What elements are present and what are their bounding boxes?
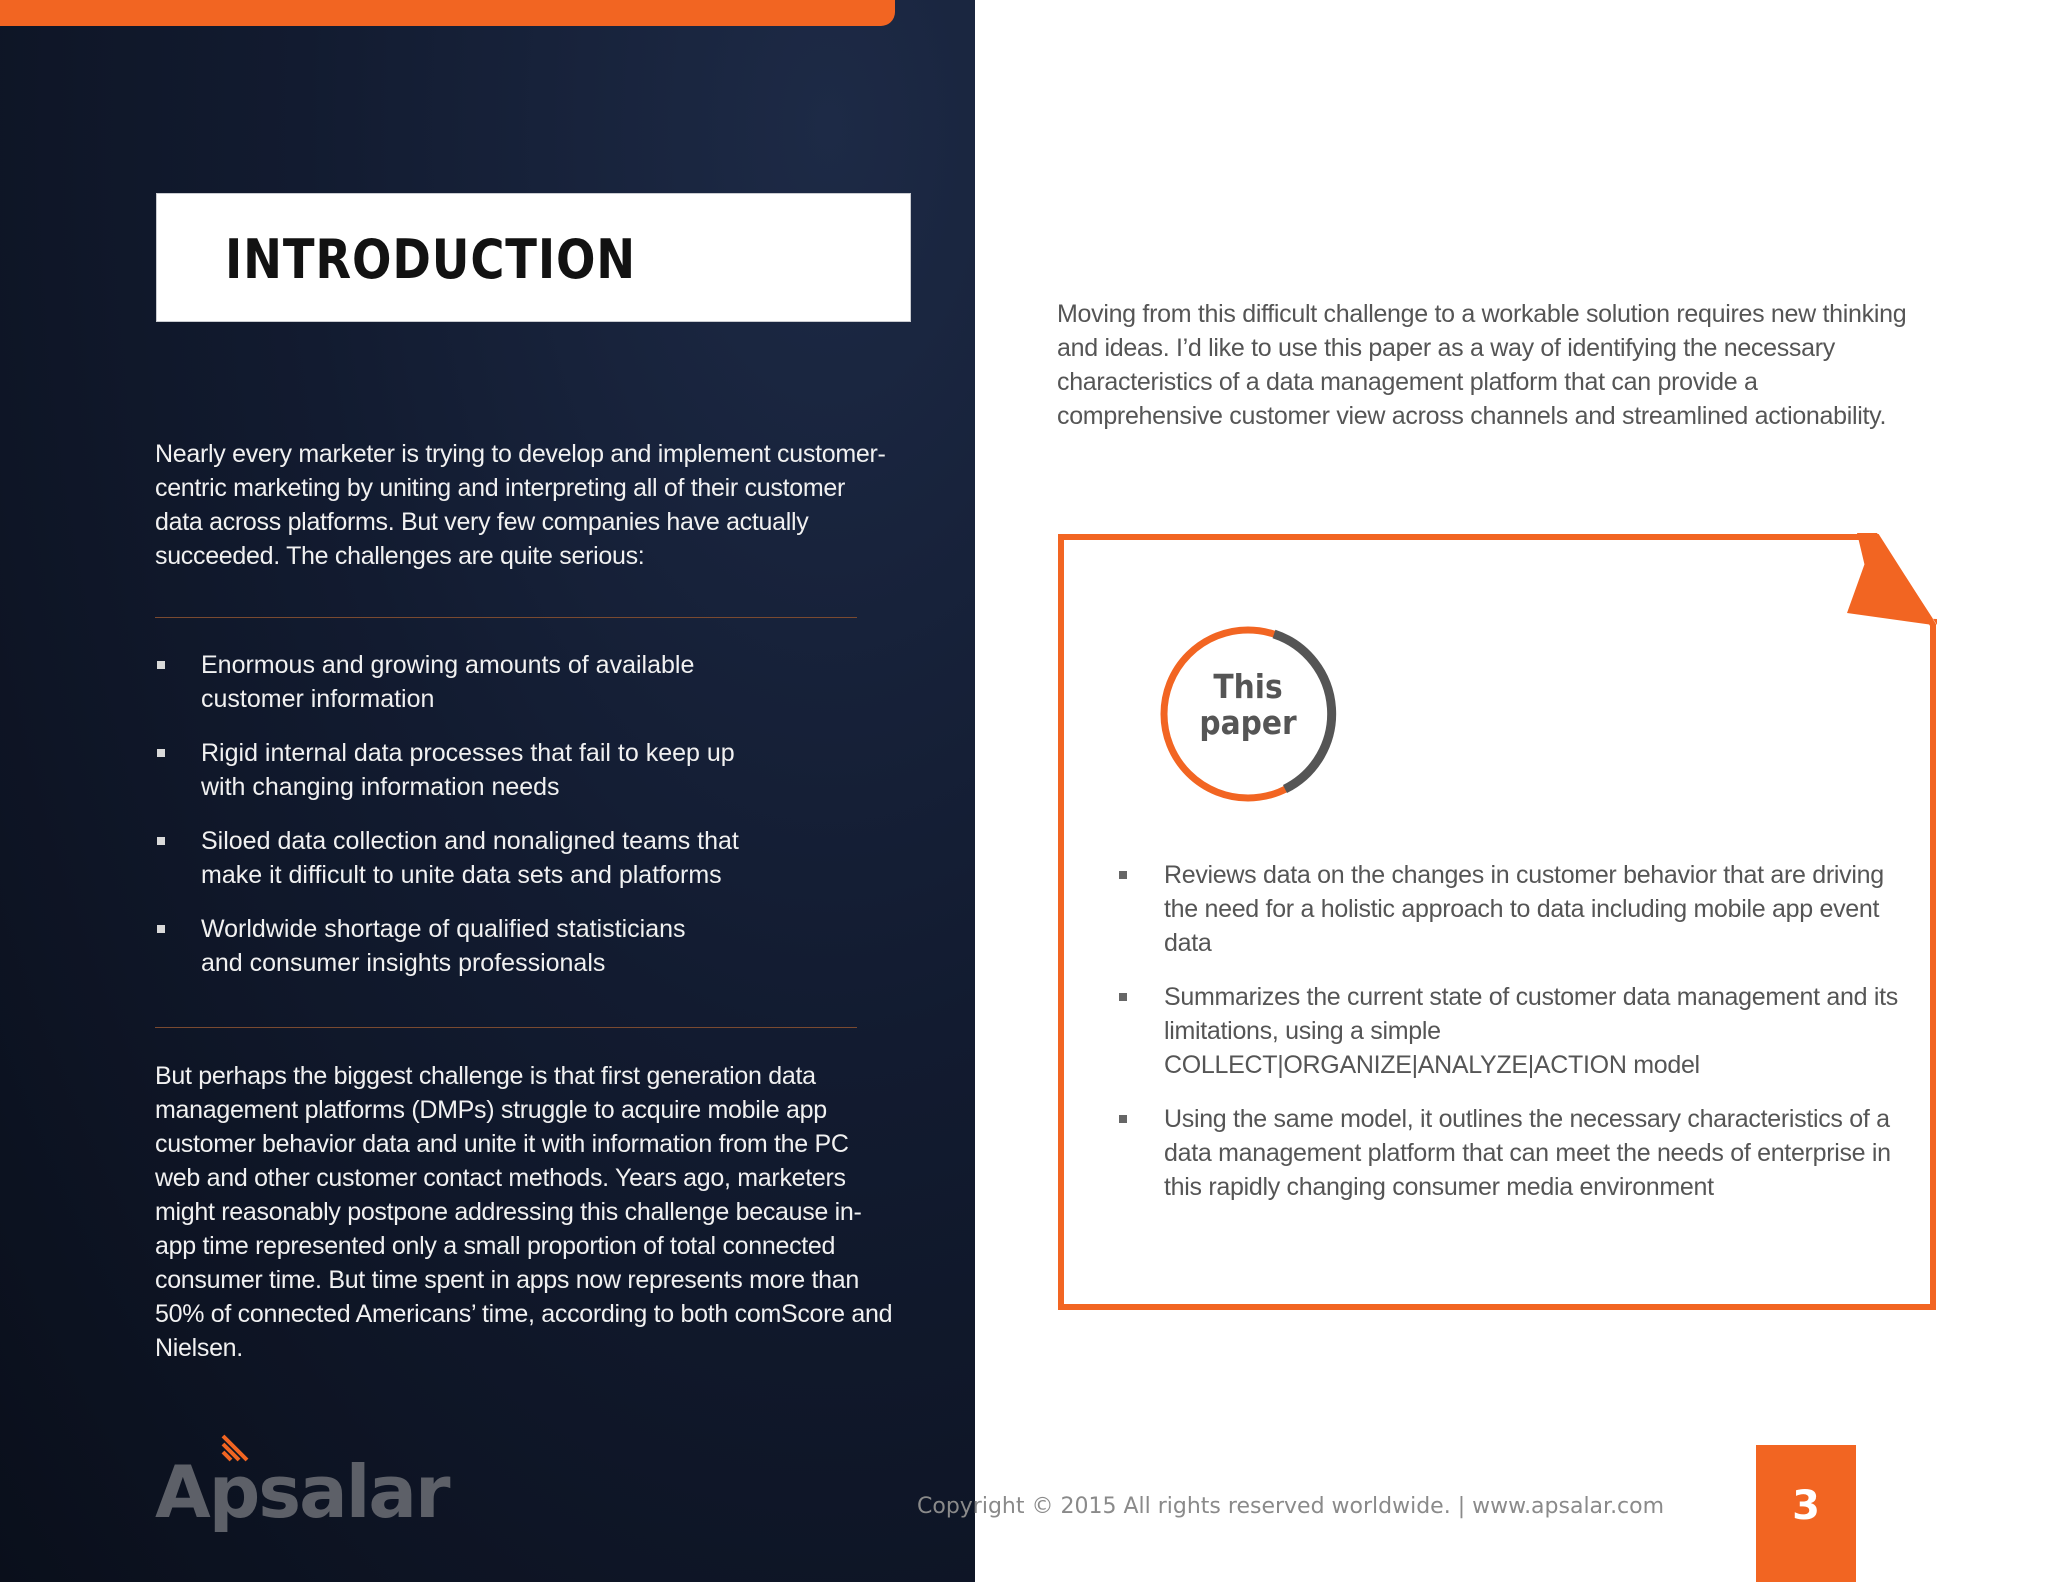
- list-item: [1117, 858, 1907, 960]
- page-number: 3: [1792, 1483, 1820, 1529]
- square-bullet-icon: [1119, 871, 1127, 879]
- square-bullet-icon: [1119, 1115, 1127, 1123]
- apsalar-logo: [155, 1432, 465, 1542]
- square-bullet-icon: [157, 925, 165, 933]
- list-item: [155, 824, 855, 892]
- square-bullet-icon: [157, 837, 165, 845]
- list-item-text: Siloed data collection and nonaligned teams that make it difficult to unite data sets and platforms: [201, 827, 739, 889]
- logo-wordmark: Apsalar: [155, 1450, 449, 1534]
- list-item: [155, 648, 855, 716]
- list-item-text: Summarizes the current state of customer data management and its limitations, using a simple COLLECT|ORGANIZE|ANALYZE|ACTION model: [1164, 983, 1898, 1079]
- paper-summary-list: [1117, 858, 1907, 1224]
- top-accent-bar: [0, 0, 895, 26]
- badge-label: This paper: [1199, 667, 1297, 742]
- list-item-text: Worldwide shortage of qualified statisticians and consumer insights professionals: [201, 915, 686, 977]
- this-paper-callout: [1057, 533, 1937, 1311]
- divider-top: [155, 617, 857, 618]
- right-paragraph: Moving from this difficult challenge to a workable solution requires new thinking and ideas. I’d like to use this paper as a way of identifying the necessary characteristics of a data management platform that can provide a comprehensive customer view across channels and streamlined actionability.: [1057, 300, 1907, 430]
- page-title: INTRODUCTION: [225, 228, 637, 291]
- square-bullet-icon: [1119, 993, 1127, 1001]
- square-bullet-icon: [157, 661, 165, 669]
- list-item-text: Enormous and growing amounts of available customer information: [201, 651, 695, 713]
- list-item: [1117, 1102, 1907, 1204]
- intro-paragraph: Nearly every marketer is trying to develop and implement customer-centric marketing by uniting and interpreting all of their customer data across platforms. But very few companies have actually succeeded. The challenges are quite serious:: [155, 440, 886, 570]
- page-number-box: [1756, 1445, 1856, 1582]
- challenge-list: [155, 648, 855, 1000]
- second-paragraph: But perhaps the biggest challenge is that first generation data management platforms (DMPs) struggle to acquire mobile app customer behavior data and unite it with information from the PC web and other customer contact methods. Years ago, marketers might reasonably postpone addressing this challenge because in-app time represented only a small proportion of total connected consumer time. But time spent in apps now represents more than 50% of connected Americans’ time, according to both comScore and Nielsen.: [155, 1062, 893, 1362]
- square-bullet-icon: [157, 749, 165, 757]
- divider-bottom: [155, 1027, 857, 1028]
- list-item-text: Using the same model, it outlines the necessary characteristics of a data management platform that can meet the needs of enterprise in this rapidly changing consumer media environment: [1164, 1105, 1891, 1201]
- list-item-text: Rigid internal data processes that fail to keep up with changing information needs: [201, 739, 735, 801]
- footer-copyright: Copyright © 2015 All rights reserved worldwide. | www.apsalar.com: [917, 1494, 1665, 1519]
- this-paper-badge: [1159, 625, 1347, 813]
- title-box: [156, 193, 911, 322]
- list-item: [155, 736, 855, 804]
- list-item: [1117, 980, 1907, 1082]
- list-item: [155, 912, 855, 980]
- list-item-text: Reviews data on the changes in customer behavior that are driving the need for a holistic approach to data including mobile app event data: [1164, 861, 1884, 957]
